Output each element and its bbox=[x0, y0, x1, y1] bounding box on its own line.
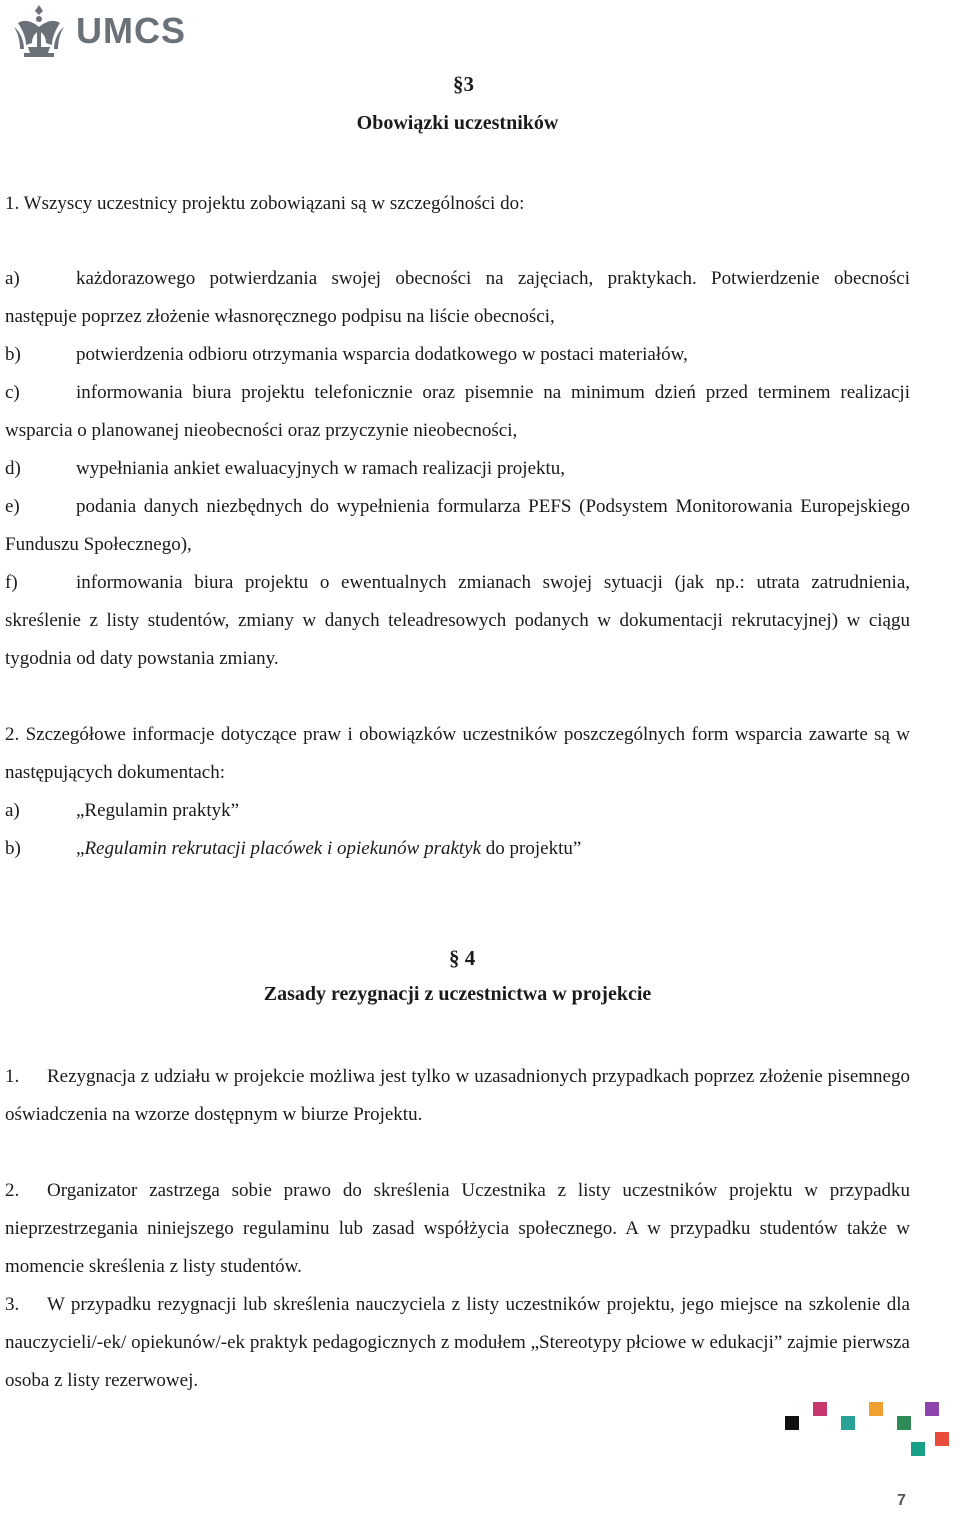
square bbox=[911, 1442, 925, 1456]
umcs-logo bbox=[12, 2, 186, 60]
item-label: a) bbox=[5, 268, 20, 289]
item-text-rest: do projektu” bbox=[481, 838, 582, 859]
logo-text: UMCS bbox=[76, 10, 186, 51]
item-label: f) bbox=[5, 572, 18, 593]
sec3-point-2: 2. Szczegółowe informacje dotyczące praw i obowiązków uczestników poszczególnych form wsparcia zawarte są w następujących dokumentach: bbox=[5, 724, 910, 783]
item-text: wypełniania ankiet ewaluacyjnych w ramach realizacji projektu, bbox=[76, 458, 566, 479]
sec3-item-e bbox=[5, 488, 910, 564]
section-3-number: §3 bbox=[453, 72, 474, 96]
item-label: a) bbox=[5, 800, 20, 821]
point-number: 1. bbox=[5, 193, 20, 214]
square bbox=[925, 1402, 939, 1416]
decorative-squares bbox=[785, 1402, 960, 1462]
page-number: 7 bbox=[897, 1492, 906, 1509]
point-text: Organizator zastrzega sobie prawo do skreślenia Uczestnika z listy uczestników projektu w przypadku nieprzestrzegania niniejszego regulaminu lub zasad współżycia społecznego. A w przypadku studentów także w momencie skreślenia z listy studentów. bbox=[5, 1180, 910, 1277]
point-text: Rezygnacja z udziału w projekcie możliwa jest tylko w uzasadnionych przypadkach poprzez złożenie pisemnego oświadczenia na wzorze dostępnym w biurze Projektu. bbox=[5, 1066, 910, 1125]
item-label: d) bbox=[5, 458, 21, 479]
section-3-title: Obowiązki uczestników bbox=[356, 112, 559, 134]
section-4-title: Zasady rezygnacji z uczestnictwa w projekcie bbox=[263, 983, 652, 1005]
point-number: 3. bbox=[5, 1294, 20, 1315]
square bbox=[841, 1416, 855, 1430]
sec4-point-3 bbox=[5, 1286, 910, 1400]
sec4-point-1 bbox=[5, 1058, 910, 1134]
sec3-item-f bbox=[5, 564, 910, 678]
point-number: 1. bbox=[5, 1066, 20, 1087]
point-text: W przypadku rezygnacji lub skreślenia nauczyciela z listy uczestników projektu, jego miejsce na szkolenie dla nauczycieli/-ek/ opiekunów/-ek praktyk pedagogicznych z modułem „Stereotypy płciowe w edukacji” zajmie pierwsza osoba z listy rezerwowej. bbox=[5, 1294, 910, 1391]
square bbox=[785, 1416, 799, 1430]
sec3-item-c bbox=[5, 374, 910, 450]
item-quote-open: „ bbox=[76, 838, 85, 859]
item-text: informowania biura projektu telefonicznie oraz pisemnie na minimum dzień przed terminem realizacji wsparcia o planowanej nieobecności oraz przyczynie nieobecności, bbox=[5, 382, 910, 441]
item-text: podania danych niezbędnych do wypełnienia formularza PEFS (Podsystem Monitorowania Europejskiego Funduszu Społecznego), bbox=[5, 496, 910, 555]
sec3-doc-a bbox=[5, 792, 910, 830]
sec3-doc-b bbox=[5, 830, 910, 868]
point-text: Wszyscy uczestnicy projektu zobowiązani są w szczególności do: bbox=[23, 193, 525, 214]
item-text-italic: Regulamin rekrutacji placówek i opiekunów praktyk bbox=[84, 838, 482, 859]
item-label: b) bbox=[5, 344, 21, 365]
university-crest-icon bbox=[12, 3, 66, 59]
item-text: informowania biura projektu o ewentualnych zmianach swojej sytuacji (jak np.: utrata zatrudnienia, skreślenie z listy studentów, zmiany w danych teleadresowych podanych w dokumentacji rekrutacyjnej) w ciągu tygodnia od daty powstania zmiany. bbox=[5, 572, 910, 669]
sec3-item-b bbox=[5, 336, 910, 374]
square bbox=[935, 1432, 949, 1446]
item-text: każdorazowego potwierdzania swojej obecności na zajęciach, praktykach. Potwierdzenie obecności następuje poprzez złożenie własnoręcznego podpisu na liście obecności, bbox=[5, 268, 910, 327]
sec3-item-d bbox=[5, 450, 910, 488]
point-number: 2. bbox=[5, 1180, 20, 1201]
sec3-point-1 bbox=[5, 185, 910, 223]
square bbox=[869, 1402, 883, 1416]
square bbox=[897, 1416, 911, 1430]
sec3-item-a bbox=[5, 260, 910, 336]
square bbox=[813, 1402, 827, 1416]
sec4-point-2 bbox=[5, 1172, 910, 1286]
item-text: potwierdzenia odbioru otrzymania wsparcia dodatkowego w postaci materiałów, bbox=[76, 344, 688, 365]
item-label: c) bbox=[5, 382, 20, 403]
item-text: „Regulamin praktyk” bbox=[76, 800, 240, 821]
section-4-number: § 4 bbox=[449, 946, 476, 970]
item-label: b) bbox=[5, 838, 21, 859]
item-label: e) bbox=[5, 496, 20, 517]
